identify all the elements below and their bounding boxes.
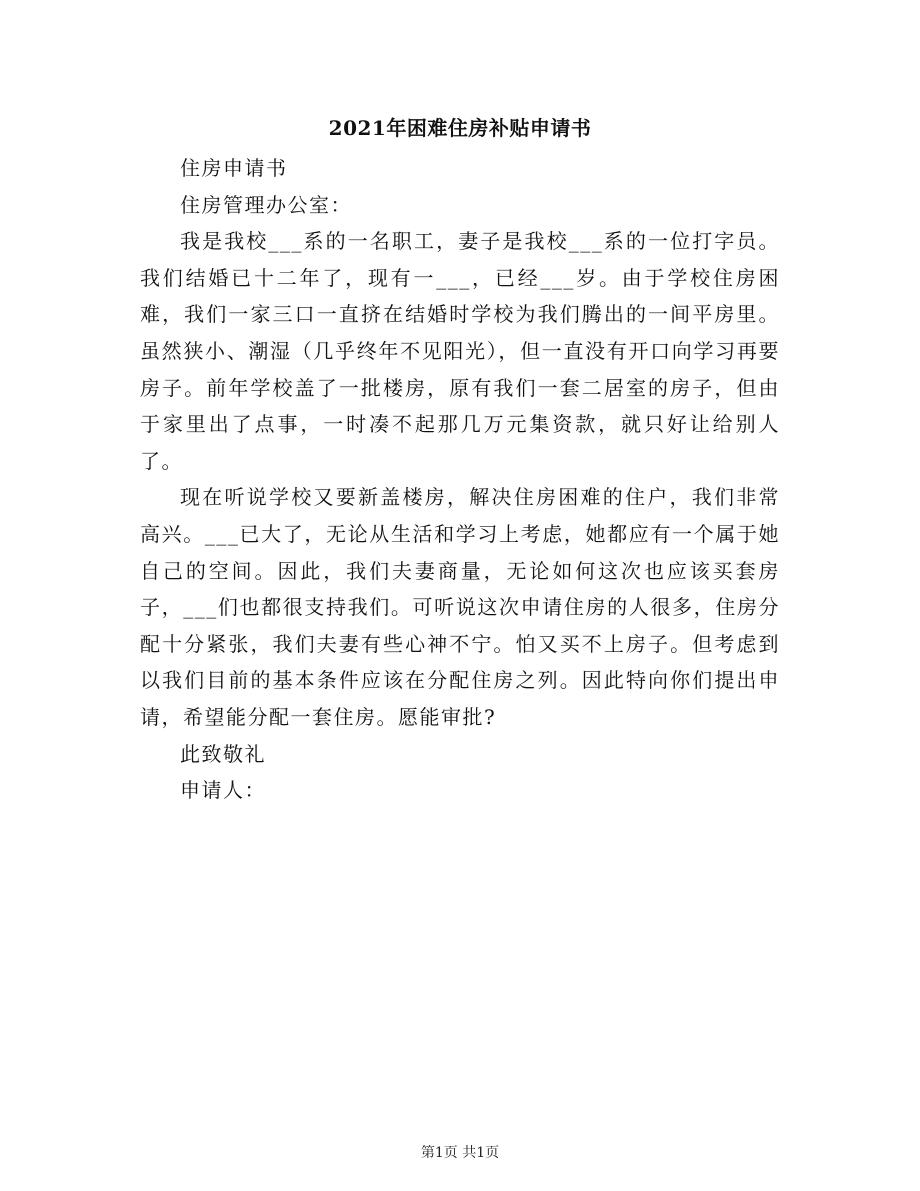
- document-body: [140, 150, 780, 809]
- salutation: 住房管理办公室：: [180, 192, 352, 217]
- body-paragraph-2: 现在听说学校又要新盖楼房，解决住房困难的住户，我们非常高兴。___已大了，无论从生活和学习上考虑，她都应有一个属于她自己的空间。因此，我们夫妻商量，无论如何这次也应该买套房子，___们也都很支持我们。可听说这次申请住房的人很多，住房分配十分紧张，我们夫妻有些心神不宁。怕又买不上房子。但考虑到以我们目前的基本条件应该在分配住房之列。因此特向你们提出申请，希望能分配一套住房。愿能审批?: [140, 485, 780, 729]
- document-subtitle: 住房申请书: [180, 156, 288, 180]
- page-number: 第1页 共1页: [420, 1145, 500, 1161]
- page-title: 2021年困难住房补贴申请书: [328, 116, 592, 140]
- signature-line: 申请人：: [180, 778, 266, 803]
- body-paragraph-1: 我是我校___系的一名职工，妻子是我校___系的一位打字员。我们结婚已十二年了，现有一___，已经___岁。由于学校住房困难，我们一家三口一直挤在结婚时学校为我们腾出的一间平房里。虽然狭小、潮湿（几乎终年不见阳光），但一直没有开口向学习再要房子。前年学校盖了一批楼房，原有我们一套二居室的房子，但由于家里出了点事，一时凑不起那几万元集资款，就只好让给别人了。: [140, 229, 780, 473]
- closing-line: 此致敬礼: [180, 741, 266, 766]
